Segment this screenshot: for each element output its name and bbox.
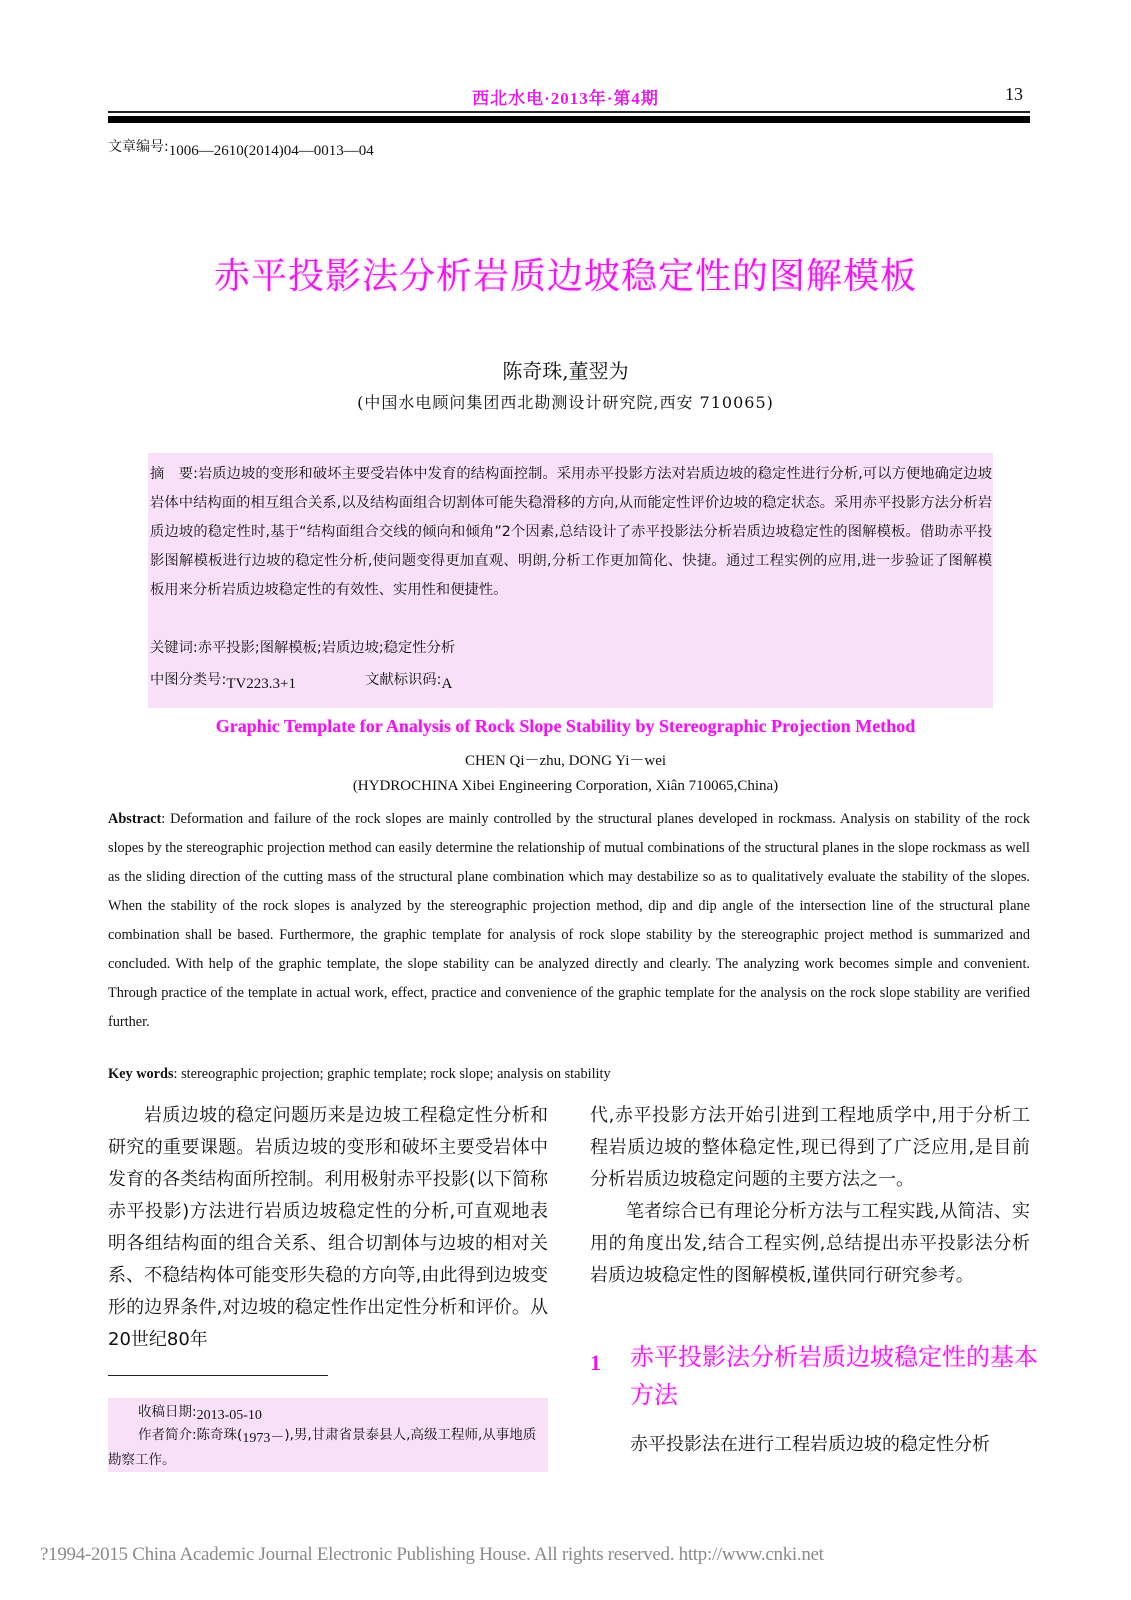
bio-text: ),男,甘肃省景泰县人,高级工程师,从事地质勘察工作。 bbox=[108, 1427, 537, 1468]
keywords-english bbox=[108, 1066, 611, 1083]
abstract-chinese: 摘 要:岩质边坡的变形和破坏主要受岩体中发育的结构面控制。采用赤平投影方法对岩质边坡的稳定性进行分析,可以方便地确定边坡岩体中结构面的相互组合关系,以及结构面组合切割体可能失稳滑移的方向,从而能定性评价边坡的稳定状态。采用赤平投影方法分析岩质边坡的稳定性时,基于“结构面组合交线的倾向和倾角”2个因素,总结设计了赤平投影法分析岩质边坡稳定性的图解模板。借助赤平投影图解模板进行边坡的稳定性分析,使问题变得更加直观、明朗,分析工作更加简化、快捷。通过工程实例的应用,进一步验证了图解模板用来分析岩质边坡稳定性的有效性、实用性和便捷性。 bbox=[150, 466, 992, 598]
abstract-english-label: Abstract bbox=[108, 811, 162, 827]
body-column-right bbox=[590, 1100, 1030, 1292]
body-paragraph-right-1: 代,赤平投影方法开始引进到工程地质学中,用于分析工程岩质边坡的整体稳定性,现已得到了广泛应用,是目前分析岩质边坡稳定问题的主要方法之一。 bbox=[590, 1105, 1030, 1190]
footnote-bio bbox=[108, 1423, 548, 1473]
title-chinese: 赤平投影法分析岩质边坡稳定性的图解模板 bbox=[213, 256, 917, 297]
footnote-received bbox=[108, 1400, 548, 1425]
running-header-journal: 西北水电·2013年·第4期 bbox=[472, 89, 659, 108]
affiliation-english: (HYDROCHINA Xibei Engineering Corporation, Xiân 710065,China) bbox=[352, 778, 779, 794]
footnote-rule bbox=[108, 1375, 328, 1376]
keywords-english-text: : stereographic projection; graphic template; rock slope; analysis on stability bbox=[173, 1066, 611, 1082]
section-number: 1 bbox=[590, 1350, 601, 1375]
doc-code-label: 文献标识码: bbox=[365, 672, 442, 688]
body-paragraph-right-2: 笔者综合已有理论分析方法与工程实践,从简洁、实用的角度出发,结合工程实例,总结提出赤平投影法分析岩质边坡稳定性的图解模板,谨供同行研究参考。 bbox=[590, 1201, 1030, 1286]
clc-value: TV223.3+1 bbox=[226, 676, 297, 692]
authors-english: CHEN Qi－zhu, DONG Yi－wei bbox=[464, 753, 667, 769]
article-number-label: 文章编号: bbox=[108, 139, 169, 155]
doc-code-value: A bbox=[441, 676, 453, 692]
bio-label: 作者简介:陈奇珠( bbox=[138, 1427, 243, 1443]
clc-label: 中图分类号: bbox=[150, 672, 227, 688]
header-rule-thick bbox=[108, 116, 1030, 123]
affiliation-chinese: (中国水电顾问集团西北勘测设计研究院,西安 710065) bbox=[357, 393, 774, 412]
copyright-footer: ?1994-2015 China Academic Journal Electronic Publishing House. All rights reserved. http://www.cnki.net bbox=[40, 1544, 824, 1565]
header-rule-thin bbox=[108, 111, 1030, 113]
article-number bbox=[108, 136, 374, 159]
received-value: 2013-05-10 bbox=[196, 1408, 262, 1423]
article-number-value: 1006—2610(2014)04—0013—04 bbox=[168, 143, 374, 159]
title-english: Graphic Template for Analysis of Rock Slope Stability by Stereographic Projection Method bbox=[215, 716, 916, 736]
section-first-line: 赤平投影法在进行工程岩质边坡的稳定性分析 bbox=[630, 1434, 990, 1455]
keywords-english-label: Key words bbox=[108, 1066, 174, 1082]
abstract-english-text: : Deformation and failure of the rock slopes are mainly controlled by the structural planes developed in rockmass. Analysis on stability of the rock slopes by the stereographic projection method can easily determine the relationship of mutual combinations of the structural planes in the slope rockmass as well as the sliding direction of the cutting mass of the structural plane combination which may destabilize so as to qualitatively evaluate the stability of the slopes. When the stability of the rock slopes is analyzed by the stereographic projection method, dip and dip angle of the intersection line of the structural plane combination shall be based. Furthermore, the graphic template for analysis of rock slope stability by the stereographic project method is summarized and concluded. With help of the graphic template, the slope stability can be analyzed directly and clearly. The analyzing work becomes simple and convenient. Through practice of the template in actual work, effect, practice and convenience of the graphic template for the analysis on the rock slope stability are verified further. bbox=[108, 811, 1030, 1030]
classification-line bbox=[150, 666, 992, 695]
page-number: 13 bbox=[1005, 84, 1023, 104]
keywords-chinese: 关键词:赤平投影;图解模板;岩质边坡;稳定性分析 bbox=[150, 640, 456, 656]
abstract-english bbox=[108, 805, 1030, 1037]
section-title: 赤平投影法分析岩质边坡稳定性的基本方法 bbox=[630, 1343, 1038, 1409]
authors-chinese: 陈奇珠,董翌为 bbox=[502, 359, 629, 383]
received-label: 收稿日期: bbox=[138, 1404, 197, 1420]
body-paragraph-left: 岩质边坡的稳定问题历来是边坡工程稳定性分析和研究的重要课题。岩质边坡的变形和破坏主要受岩体中发育的各类结构面所控制。利用极射赤平投影(以下简称赤平投影)方法进行岩质边坡稳定性的分析,可直观地表明各组结构面的组合关系、组合切割体与边坡的相对关系、不稳结构体可能变形失稳的方向等,由此得到边坡变形的边界条件,对边坡的稳定性作出定性分析和评价。从20世纪80年 bbox=[108, 1105, 548, 1350]
bio-year: 1973－ bbox=[242, 1431, 285, 1446]
